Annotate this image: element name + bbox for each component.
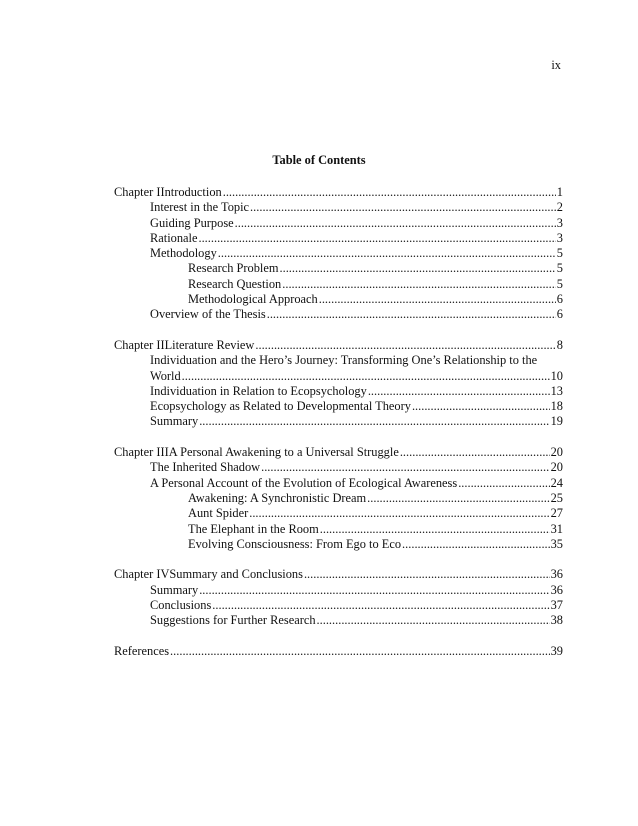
toc-entry-continued-line — [150, 353, 563, 368]
toc-page-number: 10 — [550, 368, 563, 383]
dot-leader — [368, 384, 550, 399]
toc-entry[interactable] — [150, 246, 563, 261]
dot-leader — [261, 460, 550, 475]
toc-entry-title: Conclusions — [150, 598, 212, 613]
dot-leader — [170, 644, 550, 659]
toc-entry-title: World — [150, 368, 181, 383]
toc-chapter-entry[interactable] — [114, 185, 563, 200]
toc-entry-title: A Personal Awakening to a Universal Struggle — [168, 445, 399, 460]
toc-entry-title: Summary — [150, 582, 199, 597]
toc-entry[interactable] — [150, 307, 563, 322]
toc-entry[interactable] — [150, 200, 563, 215]
toc-entry-title: The Inherited Shadow — [150, 460, 261, 475]
toc-page-number: 37 — [550, 598, 563, 613]
toc-entry-title: Literature Review — [164, 337, 255, 352]
toc-entry[interactable] — [150, 399, 563, 414]
toc-entry-title: References — [114, 643, 170, 658]
dot-leader — [182, 369, 550, 384]
dot-leader — [402, 537, 550, 552]
toc-page-number: 5 — [556, 261, 563, 276]
toc-page-number: 19 — [550, 414, 563, 429]
toc-entry-title: Rationale — [150, 230, 198, 245]
toc-page-number: 1 — [556, 185, 563, 199]
toc-entry-title: Ecopsychology as Related to Developmental Theory — [150, 399, 411, 414]
toc-entry-title: Research Question — [188, 276, 282, 291]
dot-leader — [198, 231, 555, 246]
chapter-label: Chapter I — [114, 185, 161, 199]
toc-chapter-entry[interactable] — [114, 338, 563, 353]
toc-entry[interactable] — [188, 522, 563, 537]
toc-entry[interactable] — [150, 460, 563, 475]
toc-page-number: 25 — [550, 490, 563, 505]
section-gap — [114, 430, 563, 445]
toc-page-number: 36 — [550, 582, 563, 597]
toc-page-number: 36 — [550, 567, 563, 582]
toc-page-number: 27 — [550, 506, 563, 521]
toc-entry-title: Individuation in Relation to Ecopsychology — [150, 383, 367, 398]
dot-leader — [319, 292, 556, 307]
toc-entry[interactable] — [150, 583, 563, 598]
toc-entry[interactable] — [150, 369, 563, 384]
dot-leader — [267, 307, 556, 322]
chapter-label: Chapter IV — [114, 567, 170, 582]
dot-leader — [367, 491, 549, 506]
toc-page-number: 8 — [556, 337, 563, 352]
toc-chapter-entry[interactable] — [114, 567, 563, 582]
dot-leader — [317, 613, 550, 628]
toc-entry-title-line1: Individuation and the Hero’s Journey: Transforming One’s Relationship to the — [150, 353, 538, 368]
toc-page-number: 38 — [550, 613, 563, 628]
toc-entry-title: Methodology — [150, 246, 217, 261]
toc-entry[interactable] — [188, 537, 563, 552]
dot-leader — [249, 506, 549, 521]
toc-entry-title: The Elephant in the Room — [188, 521, 319, 536]
section-gap — [114, 552, 563, 567]
toc-entry[interactable] — [150, 476, 563, 491]
toc-chapter-entry[interactable] — [114, 644, 563, 659]
page-number: ix — [551, 58, 561, 72]
dot-leader — [282, 277, 556, 292]
dot-leader — [250, 200, 556, 215]
dot-leader — [212, 598, 549, 613]
dot-leader — [199, 414, 549, 429]
toc-page-number: 31 — [550, 521, 563, 536]
toc-entry[interactable] — [150, 598, 563, 613]
toc-entry[interactable] — [188, 506, 563, 521]
toc-entry-title: Research Problem — [188, 261, 279, 276]
toc-entry-title: Introduction — [160, 185, 222, 199]
toc-entry-title: Summary — [150, 414, 199, 429]
toc-title: Table of Contents — [272, 153, 366, 167]
section-gap — [114, 323, 563, 338]
toc-entry-title: Overview of the Thesis — [150, 307, 266, 322]
toc-page-number: 3 — [556, 230, 563, 245]
toc-page-number: 5 — [556, 276, 563, 291]
toc-page-number: 6 — [556, 292, 563, 307]
toc-entry-title: Awakening: A Synchronistic Dream — [188, 490, 367, 505]
toc-entry[interactable] — [188, 277, 563, 292]
toc-page-number: 20 — [550, 445, 563, 460]
dot-leader — [255, 338, 555, 353]
toc-page-number: 24 — [550, 475, 563, 490]
toc-entry[interactable] — [150, 216, 563, 231]
toc-page-number: 18 — [550, 399, 563, 414]
toc-entry-title: Summary and Conclusions — [169, 567, 303, 582]
toc-chapter-entry[interactable] — [114, 445, 563, 460]
dot-leader — [304, 567, 550, 582]
table-of-contents — [114, 185, 563, 659]
toc-page-number: 35 — [550, 536, 563, 551]
dot-leader — [412, 399, 550, 414]
dot-leader — [235, 216, 556, 231]
toc-page-number: 13 — [550, 383, 563, 398]
toc-page-number: 20 — [550, 460, 563, 475]
dot-leader — [218, 246, 556, 261]
toc-entry[interactable] — [150, 384, 563, 399]
dot-leader — [280, 261, 556, 276]
toc-entry-title: Evolving Consciousness: From Ego to Eco — [188, 536, 402, 551]
toc-entry[interactable] — [188, 261, 563, 276]
toc-page-number: 6 — [556, 307, 563, 322]
toc-entry[interactable] — [188, 292, 563, 307]
chapter-label: Chapter II — [114, 337, 165, 352]
section-gap — [114, 629, 563, 644]
toc-entry-title: Guiding Purpose — [150, 215, 234, 230]
toc-entry-title: Suggestions for Further Research — [150, 613, 316, 628]
toc-entry-title: Aunt Spider — [188, 506, 249, 521]
chapter-label: Chapter III — [114, 445, 169, 460]
dot-leader — [458, 476, 549, 491]
toc-page-number: 39 — [550, 643, 563, 658]
toc-entry-title: Interest in the Topic — [150, 200, 250, 215]
dot-leader — [400, 445, 550, 460]
toc-page-number: 3 — [556, 215, 563, 230]
toc-entry-title: A Personal Account of the Evolution of Ecological Awareness — [150, 475, 458, 490]
toc-entry-title: Methodological Approach — [188, 292, 318, 307]
toc-entry[interactable] — [150, 231, 563, 246]
toc-page-number: 5 — [556, 246, 563, 261]
toc-entry[interactable] — [150, 414, 563, 429]
dot-leader — [223, 185, 556, 200]
dot-leader — [320, 522, 550, 537]
toc-page-number: 2 — [556, 200, 563, 215]
toc-entry[interactable] — [188, 491, 563, 506]
toc-entry[interactable] — [150, 613, 563, 628]
dot-leader — [199, 583, 549, 598]
